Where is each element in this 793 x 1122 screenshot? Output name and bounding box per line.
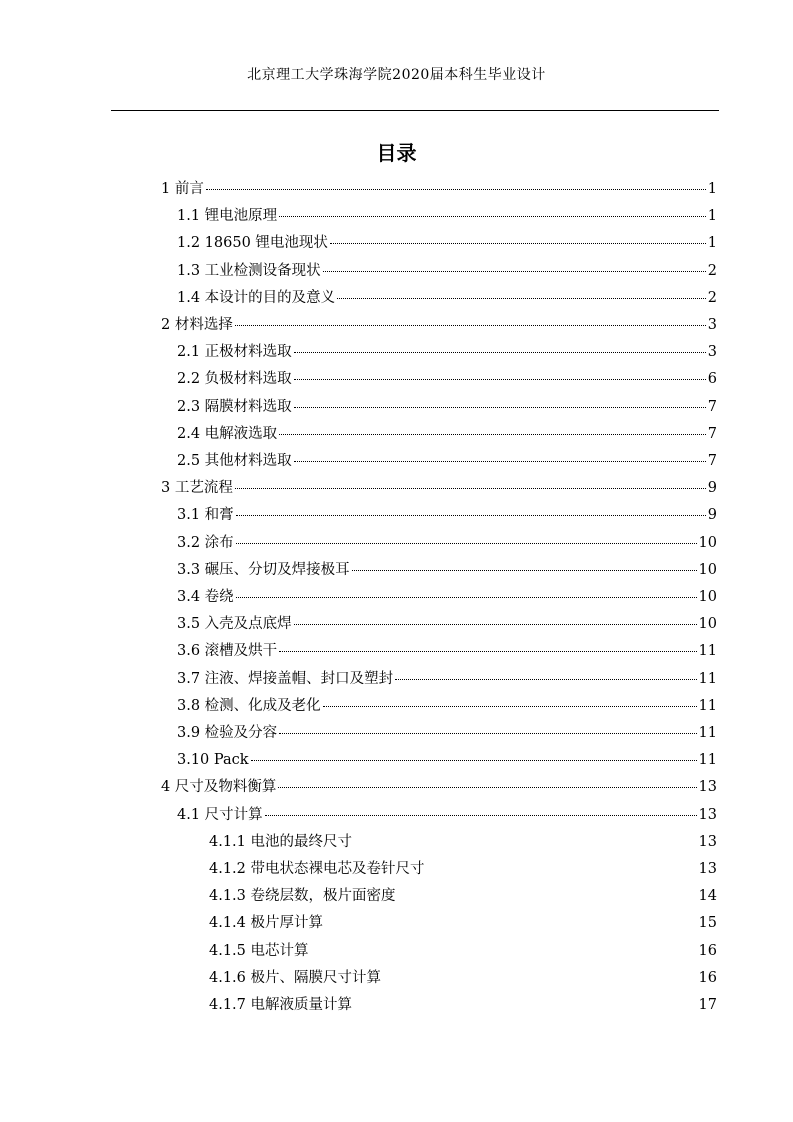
toc-entry-label: 2 材料选择 [161,317,233,333]
toc-entry-page-number: 1 [707,181,717,197]
toc-entry[interactable] [161,774,717,801]
toc-entry[interactable] [209,992,717,1019]
toc-entry-label: 3 工艺流程 [161,480,233,497]
toc-entry[interactable] [177,530,717,557]
toc-entry-label: 3.2 涂布 [177,534,234,551]
toc-entry-label: 1.4 本设计的目的及意义 [177,289,336,306]
toc-dot-leader [235,487,706,489]
toc-entry-label: 4.1 尺寸计算 [177,806,263,823]
toc-entry-label: 3.7 注液、焊接盖帽、封口及塑封 [177,670,394,687]
toc-entry-label: 3.9 检验及分容 [177,725,278,741]
toc-entry[interactable] [177,394,717,421]
toc-dot-leader [330,242,706,244]
toc-entry-page-number: 10 [698,534,717,551]
toc-entry-label: 4.1.6 极片、隔膜尺寸计算 [209,969,382,986]
toc-dot-leader [236,596,697,598]
toc-entry[interactable] [161,312,717,339]
toc-entry[interactable] [177,448,717,475]
toc-entry-label: 1 前言 [161,181,204,197]
toc-entry[interactable] [177,666,717,693]
toc-entry-label: 2.4 电解液选取 [177,425,278,442]
toc-entry-page-number: 1 [707,235,717,252]
toc-entry[interactable] [177,802,717,829]
toc-dot-leader [294,623,697,625]
toc-entry-label: 4.1.3 卷绕层数，极片面密度 [209,888,396,905]
toc-entry-page-number: 10 [698,589,717,605]
toc-entry-label: 4.1.1 电池的最终尺寸 [209,833,353,850]
toc-entry-page-number: 3 [707,344,717,361]
toc-entry[interactable] [177,339,717,366]
toc-dot-leader [278,786,696,788]
toc-entry-page-number: 13 [698,833,717,850]
toc-dot-leader [294,406,706,408]
toc-dot-leader [279,215,706,217]
toc-dot-leader [294,351,706,353]
toc-entry-page-number: 9 [707,507,717,524]
toc-entry[interactable] [177,584,717,611]
toc-entry-page-number: 11 [698,752,717,769]
toc-entry-page-number: 11 [698,725,717,741]
toc-entry-page-number: 15 [698,915,717,932]
toc-dot-leader [337,297,706,299]
toc-entry-page-number: 14 [698,888,717,905]
toc-entry-page-number: 7 [707,425,717,442]
toc-entry[interactable] [161,475,717,502]
toc-dot-leader [279,650,696,652]
toc-entry-label: 1.1 锂电池原理 [177,208,278,225]
toc-dot-leader [235,324,706,326]
toc-entry-label: 2.1 正极材料选取 [177,344,292,361]
page-header: 北京理工大学珠海学院2020届本科生毕业设计 [247,67,546,83]
toc-entry-page-number: 11 [698,697,717,714]
toc-entry-page-number: 13 [698,861,717,877]
toc-entry-label: 3.4 卷绕 [177,589,234,605]
header-rule [111,110,719,111]
toc-entry[interactable] [177,258,717,285]
toc-dot-leader [352,569,697,571]
toc-entry[interactable] [177,720,717,747]
toc-entry-page-number: 16 [698,942,717,959]
toc-entry-label: 4 尺寸及物料衡算 [161,779,277,796]
toc-entry-label: 3.1 和膏 [177,507,234,524]
toc-entry-page-number: 13 [698,779,717,796]
toc-entry[interactable] [209,856,717,883]
toc-entry-page-number: 11 [698,670,717,687]
toc-entry[interactable] [177,747,717,774]
toc-entry-page-number: 1 [707,208,717,225]
toc-dot-leader [279,433,706,435]
toc-entry[interactable] [177,366,717,393]
toc-entry-page-number: 7 [707,453,717,469]
toc-entry-label: 4.1.4 极片厚计算 [209,915,324,932]
toc-entry[interactable] [177,611,717,638]
toc-entry[interactable] [209,829,717,856]
toc-entry-page-number: 2 [707,262,717,279]
toc-entry-label: 2.3 隔膜材料选取 [177,398,292,415]
toc-entry-label: 2.2 负极材料选取 [177,371,292,388]
toc-entry-label: 3.8 检测、化成及老化 [177,697,321,714]
toc-entry-page-number: 10 [698,561,717,578]
toc-entry[interactable] [177,638,717,665]
toc-dot-leader [265,814,697,816]
toc-entry[interactable] [209,910,717,937]
toc-entry[interactable] [209,965,717,992]
toc-entry-label: 3.10 Pack [177,752,249,769]
toc-entry-page-number: 16 [698,969,717,986]
toc-entry[interactable] [177,502,717,529]
toc-dot-leader [395,678,696,680]
toc-entry-page-number: 11 [698,643,717,660]
toc-entry[interactable] [177,203,717,230]
toc-entry-label: 4.1.2 带电状态裸电芯及卷针尺寸 [209,861,425,877]
toc-dot-leader [323,705,697,707]
toc-entry-label: 4.1.7 电解液质量计算 [209,997,353,1013]
toc-dot-leader [236,542,697,544]
toc-entry-page-number: 7 [707,398,717,415]
toc-entry-label: 1.2 18650 锂电池现状 [177,235,328,252]
toc-entry-page-number: 9 [707,480,717,497]
toc-entry[interactable] [177,285,717,312]
toc-entry[interactable] [209,938,717,965]
toc-entry[interactable] [177,421,717,448]
toc-dot-leader [294,460,706,462]
toc-entry-page-number: 13 [698,806,717,823]
toc-dot-leader [294,378,706,380]
toc-entry-label: 2.5 其他材料选取 [177,453,292,469]
toc-entry-page-number: 6 [707,371,717,388]
toc-entry-label: 3.5 入壳及点底焊 [177,616,292,633]
toc-entry-page-number: 10 [698,616,717,633]
toc-dot-leader [279,732,696,734]
toc-entry[interactable] [177,230,717,257]
toc-entry[interactable] [209,883,717,910]
toc-entry-page-number: 3 [707,317,717,333]
toc-entry-label: 1.3 工业检测设备现状 [177,262,321,279]
toc-dot-leader [323,270,706,272]
toc-entry-page-number: 17 [698,997,717,1013]
toc-entry-page-number: 2 [707,289,717,306]
toc-dot-leader [206,188,706,190]
toc-entry-label: 3.6 滚槽及烘干 [177,643,278,660]
toc-dot-leader [251,759,697,761]
toc-dot-leader [236,514,706,516]
toc-entry[interactable] [177,693,717,720]
toc-entry-label: 3.3 碾压、分切及焊接极耳 [177,561,350,578]
toc-entry[interactable] [161,176,717,203]
toc-entry-label: 4.1.5 电芯计算 [209,942,309,959]
toc-title: 目录 [376,141,417,165]
toc-entry[interactable] [177,557,717,584]
